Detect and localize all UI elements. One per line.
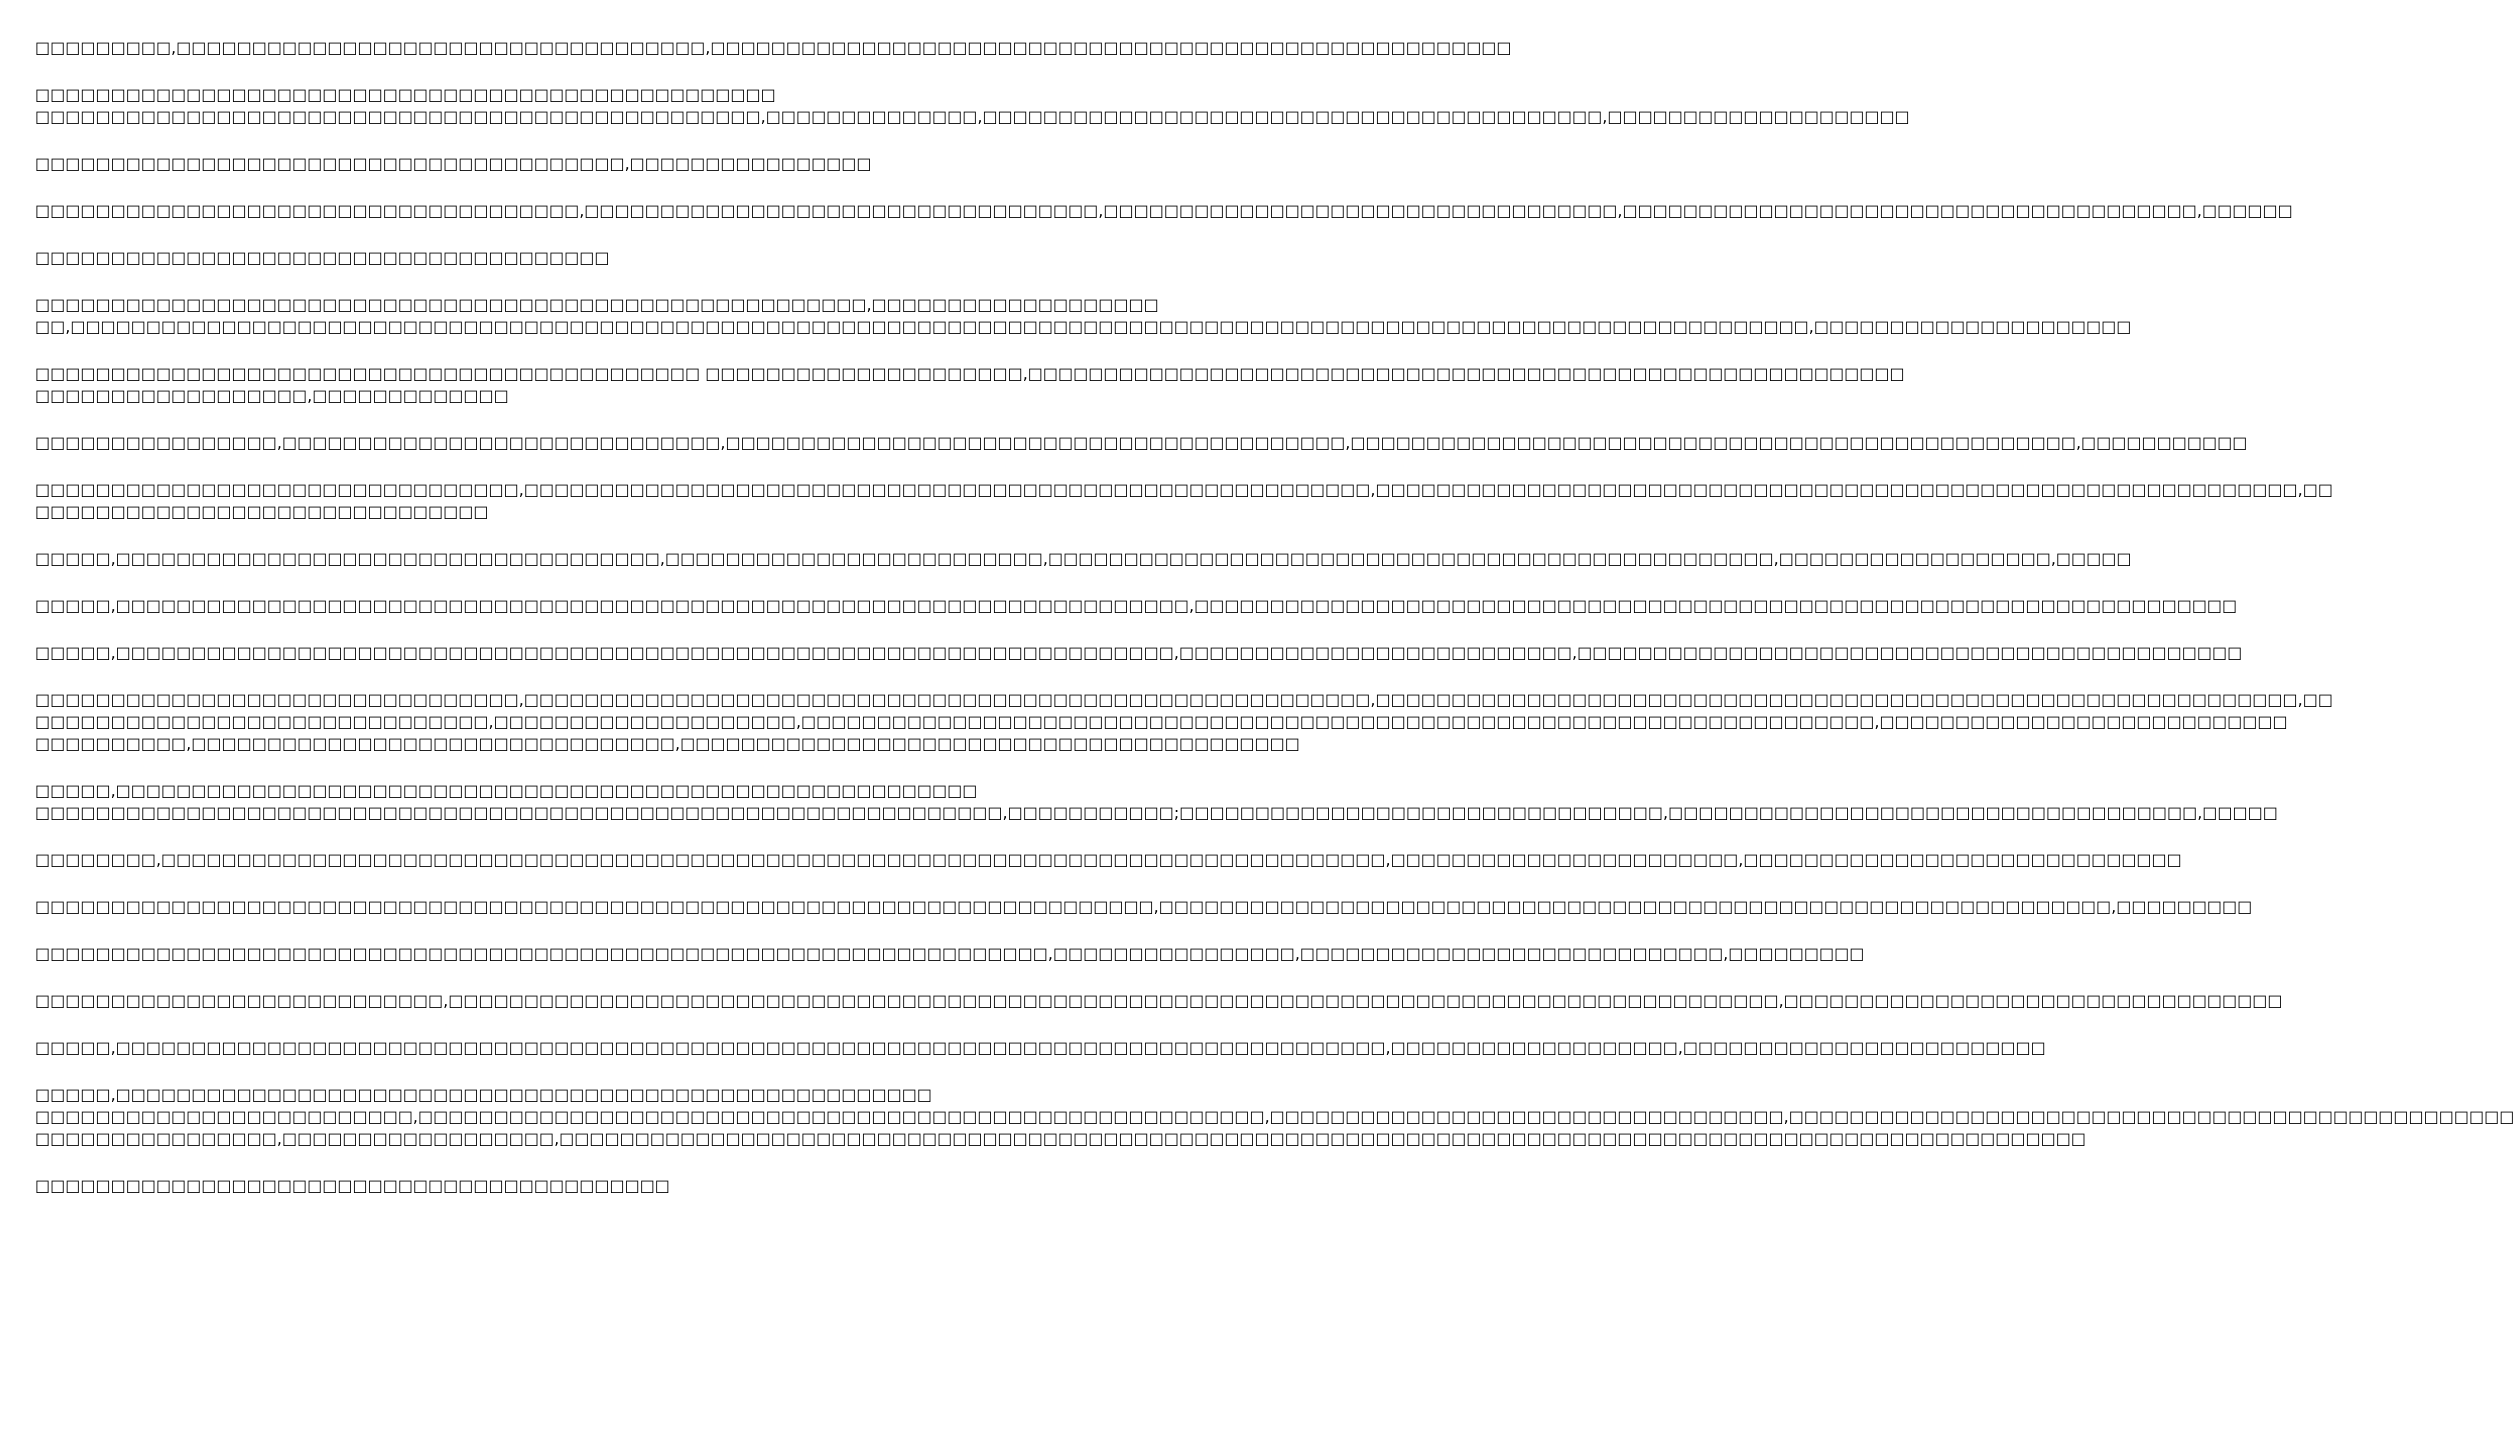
text-line: □□□□□□□□□□□□□□□□,□□□□□□□□□□□□□□□□□□,□□□□□□□□□□□□□□□□□□□□□□□□□□□□□□□□□□□□□□□□□□□□□□□□□□□□□□□□□□□□□□□□□□□□□□□□□□□□□□□□□□□□□□□□□□□□□□□□□□□□□: [35, 1129, 2086, 1148]
paragraph: [35, 363, 1905, 407]
paragraph: [35, 990, 2283, 1012]
text-line: □□□□□□□□□□□□□□□□□□□□□□□□□□□□□□□□□□□□□□□□□□□□□□□□□□□□□□□□□□□□□□□□□□□□□□□□□□,□□□□□□□□□□□□□□□□□□□□□□□□□□□□□□□□□□□□□□□□□□□□□□□□□□□□□□□□□□□□□□□,□□□□□□□□□: [35, 897, 2253, 916]
paragraph: [35, 896, 2253, 918]
paragraph: [35, 200, 2293, 222]
text-line: □□□□□□□□□□□□□□□□□□□□□□□□□,□□□□□□□□□□□□□□□□□□□□□□□□□□□□□□□□□□□□□□□□□□□□□□□□□□□□□□□□,□□□□□□□□□□□□□□□□□□□□□□□□□□□□□□□□□□,□□□□□□□□□□□□□□□□□□□□□□□□□□□□□□□□□□□□□□□□□□□□□□□□: [35, 1107, 2514, 1126]
text-line: □□,□□□□□□□□□□□□□□□□□□□□□□□□□□□□□□□□□□□□□□□□□□□□□□□□□□□□□□□□□□□□□□□□□□□□□□□□□□□□□□□□□□□□□□□□□□□□□□□□□□□□□□□□□□□□□□□□□□□,□□□□□□□□□□□□□□□□□□□□□: [35, 317, 2132, 336]
text-line: □□□□□□□□□□□□□□□□□□□□□□□□□□□□□□□□□□□□□□□□□□□□□□□□,□□□□□□□□□□□□□□,□□□□□□□□□□□□□□□□□□□□□□□□□□□□□□□□□□□□□□□□□,□□□□□□□□□□□□□□□□□□□□: [35, 107, 1910, 126]
paragraph: [35, 780, 2278, 824]
paragraph: [35, 37, 1512, 59]
paragraph: [35, 432, 2248, 454]
paragraph: [35, 1084, 2514, 1150]
paragraph: [35, 849, 2182, 871]
paragraph: [35, 1037, 2046, 1059]
paragraph: [35, 595, 2238, 617]
text-line: □□□□□,□□□□□□□□□□□□□□□□□□□□□□□□□□□□□□□□□□□□□□□□□□□□□□□□□□□□□□□□□□□□□□□□□□□□□□,□□□□□□□□□□□□□□□□□□□□□□□□□□,□□□□□□□□□□□□□□□□□□□□□□□□□□□□□□□□□□□□□□□□□□□□: [35, 643, 2243, 662]
text-line: □□□□□□□□□□□□□□□□□□□□□□□□□□□□□□: [35, 502, 489, 521]
text-line: □□□□□,□□□□□□□□□□□□□□□□□□□□□□□□□□□□□□□□□□□□□□□□□□□□□□□□□□□□□□□□□□□□□□□□□□□□□□□□□□□□□□□□□□□□,□□□□□□□□□□□□□□□□□□□,□□□□□□□□□□□□□□□□□□□□□□□□: [35, 1038, 2046, 1057]
text-line: □□□□□□□□□□□□□□□□□□,□□□□□□□□□□□□□: [35, 386, 509, 405]
document-body: [35, 37, 2514, 1222]
text-line: □□□□□□□□□□□□□□□□□□□□□□□□□□□□□□□□□□□□□□□□□□□□ □□□□□□□□□□□□□□□□□□□□□,□□□□□□□□□□□□□□□□□□□□□□□□□□□□□□□□□□□□□□□□□□□□□□□□□□□□□□□□□□: [35, 364, 1905, 383]
text-line: □□□□□□□□□□□□□□□□□□□□□□□□□□□□□□□□□□□□□□□□□□: [35, 1176, 670, 1195]
text-line: □□□□□□□□□□□□□□□□□□□□□□□□□□□□□□,□□□□□□□□□□□□□□□□□□□□,□□□□□□□□□□□□□□□□□□□□□□□□□□□□□□□□□□□□□□□□□□□□□□□□□□□□□□□□□□□□□□□□□□□□□□□,□□□□□□□□□□□□□□□□□□□□□□□□□□□: [35, 712, 2288, 731]
text-line: □□□□□□□□□□□□□□□□□□□□□□□□□□□□□□□□,□□□□□□□□□□□□□□□□□□□□□□□□□□□□□□□□□□□□□□□□□□□□□□□□□□□□□□□□,□□□□□□□□□□□□□□□□□□□□□□□□□□□□□□□□□□□□□□□□□□□□□□□□□□□□□□□□□□□□□,□□: [35, 690, 2333, 709]
text-line: □□□□□□□□□□□□□□□□□□□□□□□□□□□□□□□□,□□□□□□□□□□□□□□□□□□□□□□□□□□□□□□□□□□□□□□□□□□□□□□□□□□□□□□□□,□□□□□□□□□□□□□□□□□□□□□□□□□□□□□□□□□□□□□□□□□□□□□□□□□□□□□□□□□□□□□,□□: [35, 480, 2333, 499]
text-line: □□□□□□□□□□□□□□□□□□□□□□□□□□□□□□□□□□□□□□□□□□□□□□□□□: [35, 85, 776, 104]
paragraph: [35, 153, 989, 175]
text-line: □□□□□□□□□□□□□□□□□□□□□□□□□□□□□□□□□□□□,□□□□□□□□□□□□□□□□□□□□□□□□□□□□□□□□□□,□□□□□□□□□□□□□□□□□□□□□□□□□□□□□□□□□□,□□□□□□□□□□□□□□□□□□□□□□□□□□□□□□□□□□□□□□,□□□□□□: [35, 201, 2293, 220]
text-line: □□□□□□□□□□□□□□□□□□□□□□□□□□□□□□□□□□□□□□: [35, 248, 610, 267]
paragraph: [35, 294, 2132, 338]
text-line: □□□□□□□□□□□□□□□□,□□□□□□□□□□□□□□□□□□□□□□□□□□□□□,□□□□□□□□□□□□□□□□□□□□□□□□□□□□□□□□□□□□□□□□□,□□□□□□□□□□□□□□□□□□□□□□□□□□□□□□□□□□□□□□□□□□□□□□□□,□□□□□□□□□□□: [35, 433, 2248, 452]
paragraph: [35, 479, 2333, 523]
text-line: □□□□□□□□□□,□□□□□□□□□□□□□□□□□□□□□□□□□□□□□□□□,□□□□□□□□□□□□□□□□□□□□□□□□□□□□□□□□□□□□□□□□□: [35, 734, 1300, 753]
text-line: □□□□□□□□,□□□□□□□□□□□□□□□□□□□□□□□□□□□□□□□□□□□□□□□□□□□□□□□□□□□□□□□□□□□□□□□□□□□□□□□□□□□□□□□□□,□□□□□□□□□□□□□□□□□□□□□□□,□□□□□□□□□□□□□□□□□□□□□□□□□□□□□: [35, 850, 2182, 869]
paragraph: [35, 642, 2243, 664]
text-line: □□□□□,□□□□□□□□□□□□□□□□□□□□□□□□□□□□□□□□□□□□,□□□□□□□□□□□□□□□□□□□□□□□□□,□□□□□□□□□□□□□□□□□□□□□□□□□□□□□□□□□□□□□□□□□□□□□□□□,□□□□□□□□□□□□□□□□□□,□□□□□: [35, 549, 2132, 568]
paragraph: [35, 689, 2333, 755]
text-line: □□□□□□□□□□□□□□□□□□□□□□□□□□□□□□□□□□□□□□□□□□□□□□□□□□□□□□□□□□□□□□□□,□□□□□□□□□□□;□□□□□□□□□□□□□□□□□□□□□□□□□□□□□□□□,□□□□□□□□□□□□□□□□□□□□□□□□□□□□□□□□□□□,□□□□□: [35, 803, 2278, 822]
text-line: □□□□□□□□□□□□□□□□□□□□□□□□□□□,□□□□□□□□□□□□□□□□□□□□□□□□□□□□□□□□□□□□□□□□□□□□□□□□□□□□□□□□□□□□□□□□□□□□□□□□□□□□□□□□□□□□□□□□,□□□□□□□□□□□□□□□□□□□□□□□□□□□□□□□□□: [35, 991, 2283, 1010]
text-line: □□□□□,□□□□□□□□□□□□□□□□□□□□□□□□□□□□□□□□□□□□□□□□□□□□□□□□□□□□□□□□□□□□□□□□□□□□□□□,□□□□□□□□□□□□□□□□□□□□□□□□□□□□□□□□□□□□□□□□□□□□□□□□□□□□□□□□□□□□□□□□□□□□□: [35, 596, 2238, 615]
text-line: □□□□□□□□□□□□□□□□□□□□□□□□□□□□□□□□□□□□□□□□□□□□□□□□□□□□□□□,□□□□□□□□□□□□□□□□□□□: [35, 295, 1159, 314]
text-line: □□□□□□□□□,□□□□□□□□□□□□□□□□□□□□□□□□□□□□□□□□□□□,□□□□□□□□□□□□□□□□□□□□□□□□□□□□□□□□□□□□□□□□□□□□□□□□□□□□□: [35, 38, 1512, 57]
text-line: □□□□□□□□□□□□□□□□□□□□□□□□□□□□□□□□□□□□□□□,□□□□□□□□□□□□□□□□: [35, 154, 872, 173]
text-line: □□□□□□□□□□□□□□□□□□□□□□□□□□□□□□□□□□□□□□□□□□□□□□□□□□□□□□□□□□□□□□□□□□□,□□□□□□□□□□□□□□□□,□□□□□□□□□□□□□□□□□□□□□□□□□□□□,□□□□□□□□□: [35, 944, 1865, 963]
text-line: □□□□□,□□□□□□□□□□□□□□□□□□□□□□□□□□□□□□□□□□□□□□□□□□□□□□□□□□□□□□: [35, 1085, 932, 1104]
paragraph: [35, 943, 1865, 965]
paragraph: [35, 548, 2132, 570]
paragraph: [35, 1175, 989, 1197]
paragraph: [35, 84, 1910, 128]
paragraph: [35, 247, 989, 269]
text-line: □□□□□,□□□□□□□□□□□□□□□□□□□□□□□□□□□□□□□□□□□□□□□□□□□□□□□□□□□□□□□□□: [35, 781, 978, 800]
